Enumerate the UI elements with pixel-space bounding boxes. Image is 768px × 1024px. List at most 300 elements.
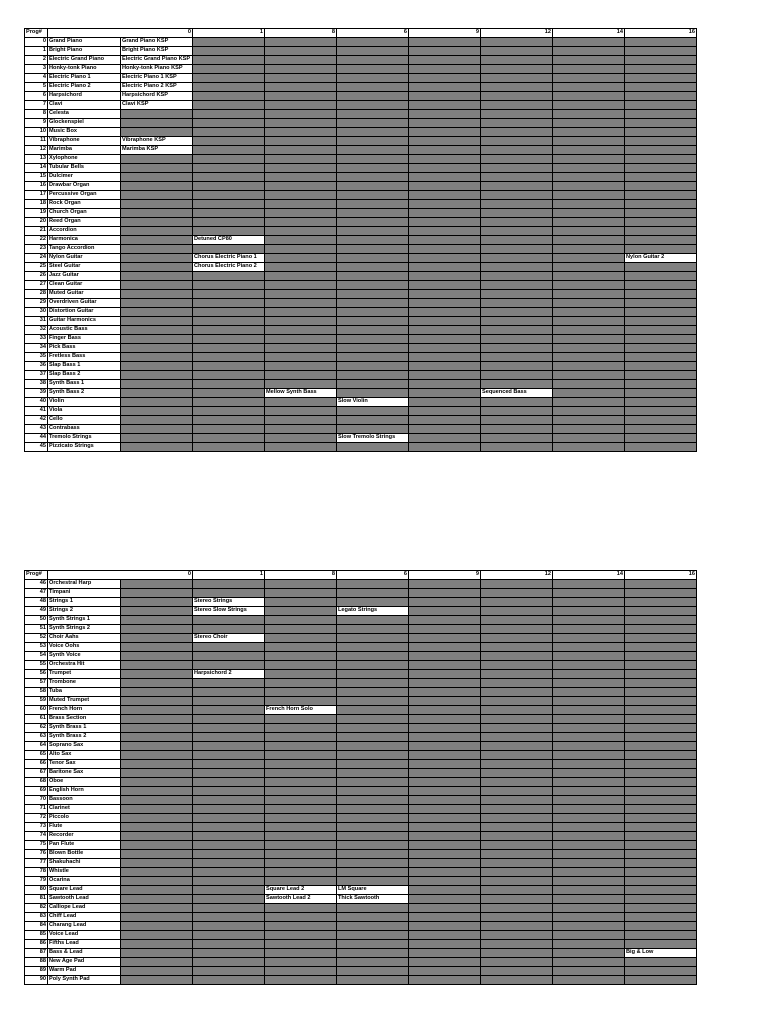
empty-cell (553, 74, 625, 83)
empty-cell (481, 904, 553, 913)
empty-cell (553, 904, 625, 913)
empty-cell (553, 931, 625, 940)
bank-header: 6 (337, 29, 409, 38)
empty-cell (481, 778, 553, 787)
instrument-name: Reed Organ (48, 218, 121, 227)
empty-cell (193, 904, 265, 913)
empty-cell (121, 832, 193, 841)
empty-cell (337, 805, 409, 814)
empty-cell (265, 308, 337, 317)
table-row (25, 290, 697, 299)
header-row (25, 571, 697, 580)
empty-cell (265, 236, 337, 245)
prog-number: 12 (25, 146, 48, 155)
empty-cell (625, 317, 697, 326)
empty-cell (481, 823, 553, 832)
instrument-name: Baritone Sax (48, 769, 121, 778)
bank-header: 0 (48, 29, 193, 38)
instrument-name: Voice Oohs (48, 643, 121, 652)
empty-cell (553, 913, 625, 922)
bank-header: 6 (337, 571, 409, 580)
empty-cell (121, 335, 193, 344)
empty-cell (553, 958, 625, 967)
empty-cell (625, 389, 697, 398)
empty-cell (481, 164, 553, 173)
empty-cell (265, 796, 337, 805)
empty-cell (553, 841, 625, 850)
table-row (25, 344, 697, 353)
empty-cell (481, 949, 553, 958)
empty-cell (553, 317, 625, 326)
empty-cell (265, 155, 337, 164)
empty-cell (193, 643, 265, 652)
empty-cell (481, 733, 553, 742)
empty-cell (265, 697, 337, 706)
empty-cell (625, 715, 697, 724)
instrument-name: Oboe (48, 778, 121, 787)
table-row (25, 110, 697, 119)
empty-cell (409, 299, 481, 308)
empty-cell (265, 949, 337, 958)
table-row (25, 769, 697, 778)
table-row (25, 616, 697, 625)
empty-cell (121, 353, 193, 362)
empty-cell (409, 155, 481, 164)
empty-cell (553, 697, 625, 706)
empty-cell (409, 697, 481, 706)
empty-cell (337, 218, 409, 227)
empty-cell (121, 164, 193, 173)
empty-cell (409, 416, 481, 425)
empty-cell (265, 371, 337, 380)
empty-cell (409, 832, 481, 841)
empty-cell (553, 416, 625, 425)
instrument-name: Contrabass (48, 425, 121, 434)
empty-cell (553, 805, 625, 814)
empty-cell (625, 580, 697, 589)
empty-cell (625, 760, 697, 769)
variation-cell: LM Square (337, 886, 409, 895)
empty-cell (121, 949, 193, 958)
bank-table-2 (24, 570, 697, 985)
empty-cell (625, 425, 697, 434)
empty-cell (625, 362, 697, 371)
prog-number: 22 (25, 236, 48, 245)
empty-cell (625, 407, 697, 416)
table-row (25, 877, 697, 886)
empty-cell (337, 245, 409, 254)
empty-cell (481, 895, 553, 904)
empty-cell (337, 841, 409, 850)
table-row (25, 245, 697, 254)
empty-cell (409, 83, 481, 92)
instrument-name: Synth Brass 1 (48, 724, 121, 733)
empty-cell (193, 841, 265, 850)
empty-cell (481, 110, 553, 119)
prog-number: 73 (25, 823, 48, 832)
prog-number: 46 (25, 580, 48, 589)
table-row (25, 407, 697, 416)
empty-cell (193, 218, 265, 227)
empty-cell (553, 949, 625, 958)
table-row (25, 326, 697, 335)
empty-cell (193, 425, 265, 434)
empty-cell (193, 344, 265, 353)
empty-cell (265, 74, 337, 83)
table-row (25, 47, 697, 56)
empty-cell (265, 335, 337, 344)
empty-cell (553, 218, 625, 227)
instrument-name: Honky-tonk Piano (48, 65, 121, 74)
empty-cell (409, 290, 481, 299)
empty-cell (121, 697, 193, 706)
prog-number: 89 (25, 967, 48, 976)
instrument-name: Trombone (48, 679, 121, 688)
empty-cell (481, 697, 553, 706)
empty-cell (553, 65, 625, 74)
empty-cell (337, 580, 409, 589)
empty-cell (121, 272, 193, 281)
empty-cell (625, 976, 697, 985)
empty-cell (481, 191, 553, 200)
instrument-name: Accordion (48, 227, 121, 236)
prog-number: 2 (25, 56, 48, 65)
instrument-name: Bassoon (48, 796, 121, 805)
empty-cell (625, 652, 697, 661)
empty-cell (193, 976, 265, 985)
empty-cell (121, 958, 193, 967)
empty-cell (121, 778, 193, 787)
empty-cell (193, 679, 265, 688)
empty-cell (409, 913, 481, 922)
empty-cell (553, 173, 625, 182)
empty-cell (481, 670, 553, 679)
empty-cell (193, 443, 265, 452)
empty-cell (121, 724, 193, 733)
variation-cell: Marimba KSP (121, 146, 193, 155)
table-row (25, 859, 697, 868)
empty-cell (337, 65, 409, 74)
empty-cell (337, 200, 409, 209)
table-row (25, 931, 697, 940)
header-row (25, 29, 697, 38)
instrument-name: Sawtooth Lead (48, 895, 121, 904)
empty-cell (121, 634, 193, 643)
prog-number: 33 (25, 335, 48, 344)
empty-cell (337, 913, 409, 922)
table-row (25, 643, 697, 652)
table-row (25, 362, 697, 371)
empty-cell (337, 814, 409, 823)
table-row (25, 580, 697, 589)
prog-number: 13 (25, 155, 48, 164)
empty-cell (481, 751, 553, 760)
prog-number: 69 (25, 787, 48, 796)
empty-cell (193, 616, 265, 625)
table-row (25, 164, 697, 173)
prog-number: 50 (25, 616, 48, 625)
empty-cell (337, 724, 409, 733)
empty-cell (481, 290, 553, 299)
empty-cell (193, 272, 265, 281)
prog-number: 75 (25, 841, 48, 850)
empty-cell (337, 769, 409, 778)
empty-cell (481, 200, 553, 209)
variation-cell: Square Lead 2 (265, 886, 337, 895)
prog-number: 43 (25, 425, 48, 434)
prog-number: 44 (25, 434, 48, 443)
empty-cell (193, 128, 265, 137)
table-row (25, 850, 697, 859)
prog-number: 9 (25, 119, 48, 128)
empty-cell (265, 823, 337, 832)
empty-cell (121, 155, 193, 164)
table-row (25, 886, 697, 895)
prog-number: 39 (25, 389, 48, 398)
empty-cell (193, 38, 265, 47)
instrument-name: Finger Bass (48, 335, 121, 344)
table-row (25, 254, 697, 263)
empty-cell (409, 47, 481, 56)
empty-cell (625, 706, 697, 715)
instrument-name: Drawbar Organ (48, 182, 121, 191)
empty-cell (553, 335, 625, 344)
empty-cell (553, 128, 625, 137)
empty-cell (121, 751, 193, 760)
table-row (25, 299, 697, 308)
prog-number: 63 (25, 733, 48, 742)
empty-cell (337, 679, 409, 688)
empty-cell (265, 137, 337, 146)
empty-cell (553, 344, 625, 353)
empty-cell (625, 272, 697, 281)
empty-cell (553, 661, 625, 670)
empty-cell (193, 290, 265, 299)
prog-number: 48 (25, 598, 48, 607)
empty-cell (481, 913, 553, 922)
bank-table-1 (24, 28, 697, 452)
empty-cell (409, 904, 481, 913)
empty-cell (481, 38, 553, 47)
empty-cell (481, 742, 553, 751)
empty-cell (481, 868, 553, 877)
empty-cell (265, 299, 337, 308)
empty-cell (337, 83, 409, 92)
instrument-name: Shakuhachi (48, 859, 121, 868)
empty-cell (193, 778, 265, 787)
empty-cell (121, 868, 193, 877)
prog-number: 42 (25, 416, 48, 425)
empty-cell (193, 74, 265, 83)
empty-cell (121, 706, 193, 715)
empty-cell (121, 625, 193, 634)
empty-cell (625, 353, 697, 362)
empty-cell (265, 913, 337, 922)
empty-cell (265, 598, 337, 607)
empty-cell (481, 146, 553, 155)
empty-cell (121, 434, 193, 443)
bank-header: 8 (265, 571, 337, 580)
empty-cell (121, 904, 193, 913)
empty-cell (121, 407, 193, 416)
empty-cell (409, 398, 481, 407)
empty-cell (481, 236, 553, 245)
empty-cell (481, 625, 553, 634)
empty-cell (409, 218, 481, 227)
empty-cell (193, 706, 265, 715)
instrument-name: Harmonica (48, 236, 121, 245)
empty-cell (337, 290, 409, 299)
empty-cell (409, 74, 481, 83)
empty-cell (409, 272, 481, 281)
empty-cell (409, 371, 481, 380)
empty-cell (121, 742, 193, 751)
instrument-name: Guitar Harmonics (48, 317, 121, 326)
empty-cell (265, 724, 337, 733)
empty-cell (193, 733, 265, 742)
empty-cell (337, 958, 409, 967)
empty-cell (121, 128, 193, 137)
prog-number: 32 (25, 326, 48, 335)
empty-cell (481, 65, 553, 74)
empty-cell (337, 670, 409, 679)
empty-cell (409, 634, 481, 643)
empty-cell (265, 877, 337, 886)
empty-cell (265, 407, 337, 416)
empty-cell (409, 886, 481, 895)
empty-cell (121, 389, 193, 398)
empty-cell (625, 922, 697, 931)
empty-cell (553, 580, 625, 589)
empty-cell (409, 434, 481, 443)
table-row (25, 868, 697, 877)
empty-cell (481, 434, 553, 443)
empty-cell (265, 580, 337, 589)
empty-cell (481, 922, 553, 931)
empty-cell (553, 38, 625, 47)
empty-cell (337, 850, 409, 859)
prog-number: 23 (25, 245, 48, 254)
empty-cell (553, 245, 625, 254)
instrument-name: Clavi (48, 101, 121, 110)
prog-number: 37 (25, 371, 48, 380)
table-row (25, 155, 697, 164)
empty-cell (481, 272, 553, 281)
empty-cell (193, 407, 265, 416)
empty-cell (409, 688, 481, 697)
empty-cell (553, 652, 625, 661)
prog-number: 14 (25, 164, 48, 173)
empty-cell (553, 724, 625, 733)
empty-cell (625, 164, 697, 173)
empty-cell (625, 218, 697, 227)
instrument-name: Trumpet (48, 670, 121, 679)
table-row (25, 715, 697, 724)
table-row (25, 724, 697, 733)
empty-cell (121, 443, 193, 452)
empty-cell (121, 976, 193, 985)
variation-cell: Clavi KSP (121, 101, 193, 110)
prog-number: 78 (25, 868, 48, 877)
empty-cell (553, 281, 625, 290)
empty-cell (121, 299, 193, 308)
empty-cell (265, 634, 337, 643)
instrument-name: Marimba (48, 146, 121, 155)
empty-cell (625, 877, 697, 886)
empty-cell (481, 976, 553, 985)
empty-cell (193, 164, 265, 173)
empty-cell (265, 868, 337, 877)
empty-cell (409, 101, 481, 110)
prog-header: Prog# (25, 29, 48, 38)
empty-cell (121, 362, 193, 371)
variation-cell: Stereo Choir (193, 634, 265, 643)
empty-cell (553, 589, 625, 598)
empty-cell (625, 263, 697, 272)
empty-cell (625, 155, 697, 164)
empty-cell (481, 155, 553, 164)
instrument-name: Whistle (48, 868, 121, 877)
empty-cell (265, 110, 337, 119)
empty-cell (553, 895, 625, 904)
instrument-name: English Horn (48, 787, 121, 796)
prog-number: 84 (25, 922, 48, 931)
empty-cell (625, 814, 697, 823)
bank-header: 16 (625, 571, 697, 580)
instrument-name: Glockenspiel (48, 119, 121, 128)
prog-number: 86 (25, 940, 48, 949)
prog-number: 34 (25, 344, 48, 353)
empty-cell (625, 236, 697, 245)
empty-cell (193, 724, 265, 733)
empty-cell (265, 326, 337, 335)
empty-cell (265, 344, 337, 353)
empty-cell (481, 227, 553, 236)
empty-cell (553, 191, 625, 200)
prog-number: 54 (25, 652, 48, 661)
empty-cell (265, 101, 337, 110)
empty-cell (481, 805, 553, 814)
empty-cell (553, 308, 625, 317)
empty-cell (265, 850, 337, 859)
instrument-name: Cello (48, 416, 121, 425)
table-row (25, 823, 697, 832)
empty-cell (625, 832, 697, 841)
instrument-name: Warm Pad (48, 967, 121, 976)
empty-cell (193, 949, 265, 958)
instrument-name: Strings 2 (48, 607, 121, 616)
empty-cell (265, 128, 337, 137)
bank-header: 14 (553, 571, 625, 580)
prog-number: 5 (25, 83, 48, 92)
empty-cell (625, 119, 697, 128)
empty-cell (409, 625, 481, 634)
prog-number: 70 (25, 796, 48, 805)
instrument-name: Square Lead (48, 886, 121, 895)
empty-cell (409, 389, 481, 398)
prog-number: 21 (25, 227, 48, 236)
prog-number: 87 (25, 949, 48, 958)
empty-cell (121, 326, 193, 335)
empty-cell (625, 967, 697, 976)
empty-cell (409, 949, 481, 958)
empty-cell (193, 805, 265, 814)
empty-cell (193, 895, 265, 904)
empty-cell (193, 850, 265, 859)
empty-cell (553, 254, 625, 263)
prog-number: 18 (25, 200, 48, 209)
empty-cell (409, 146, 481, 155)
